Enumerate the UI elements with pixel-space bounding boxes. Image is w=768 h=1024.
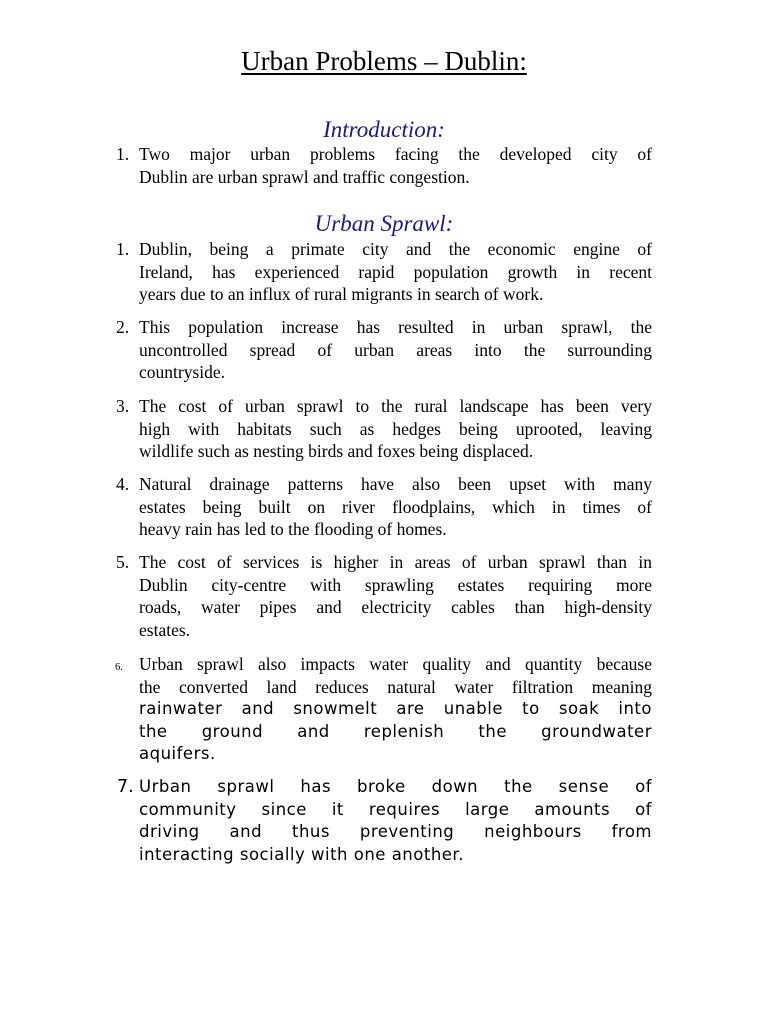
text-line: the ground and replenish the groundwater	[139, 721, 652, 741]
list-item-number: 1.	[116, 144, 130, 164]
list-item-text	[139, 776, 652, 866]
text-line: This population increase has resulted in urban sprawl, the	[139, 317, 652, 337]
text-line: The cost of urban sprawl to the rural landscape has been very	[139, 396, 652, 416]
list-item-text	[139, 473, 652, 541]
text-line: uncontrolled spread of urban areas into the surrounding	[139, 339, 652, 360]
text-line: Natural drainage patterns have also been upset with many	[139, 474, 652, 494]
text-line: estates.	[139, 619, 191, 640]
list-item-text	[139, 238, 652, 306]
text-line: driving and thus preventing neighbours from	[139, 822, 652, 841]
text-line: heavy rain has led to the flooding of homes.	[139, 519, 447, 539]
text-line: community since it requires large amounts of	[139, 799, 652, 819]
text-line: wildlife such as nesting birds and foxes being displaced.	[139, 441, 534, 461]
list-item-number: 3.	[116, 396, 130, 416]
list-item-number: 5.	[116, 552, 130, 572]
list-item-number: 4.	[116, 474, 130, 494]
text-line: the converted land reduces natural water filtration meaning	[139, 676, 652, 697]
section-heading-urban-sprawl	[0, 210, 768, 238]
text-line: high with habitats such as hedges being uprooted, leaving	[139, 418, 652, 439]
text-line: interacting socially with one another.	[139, 844, 464, 864]
text-line: rainwater and snowmelt are unable to soak into	[139, 699, 652, 718]
text-line: Dublin are urban sprawl and traffic congestion.	[139, 166, 470, 187]
text-line: Urban sprawl has broke down the sense of	[139, 777, 652, 796]
list-item-number: 2.	[116, 317, 130, 337]
list-item-text	[139, 551, 652, 641]
text-line: Dublin, being a primate city and the economic engine of	[139, 239, 652, 259]
list-item-text	[139, 143, 652, 188]
list-item-number: 1.	[116, 239, 130, 259]
section-heading-urban-sprawl-text: Urban Sprawl:	[314, 211, 454, 236]
text-line: Dublin city-centre with sprawling estates requiring more	[139, 574, 652, 595]
text-line: Urban sprawl also impacts water quality and quantity because	[139, 654, 652, 674]
text-line: aquifers.	[139, 744, 216, 763]
text-line: countryside.	[139, 362, 226, 382]
page-title: Urban Problems – Dublin:	[241, 46, 527, 76]
list-item-text	[139, 395, 652, 463]
list-item-number: 6.	[115, 662, 123, 673]
section-heading-introduction-text: Introduction:	[323, 117, 445, 142]
list-item-number: 7.	[117, 777, 134, 797]
text-line: Two major urban problems facing the developed city of	[139, 144, 652, 164]
text-line: estates being built on river floodplains, which in times of	[139, 496, 652, 517]
section-heading-introduction	[0, 116, 768, 144]
text-line: The cost of services is higher in areas of urban sprawl than in	[139, 552, 652, 572]
list-item-text	[139, 316, 652, 384]
text-line: roads, water pipes and electricity cables than high-density	[139, 597, 652, 617]
text-line: Ireland, has experienced rapid population growth in recent	[139, 261, 652, 282]
list-item-text	[139, 653, 652, 766]
text-line: years due to an influx of rural migrants in search of work.	[139, 284, 544, 304]
